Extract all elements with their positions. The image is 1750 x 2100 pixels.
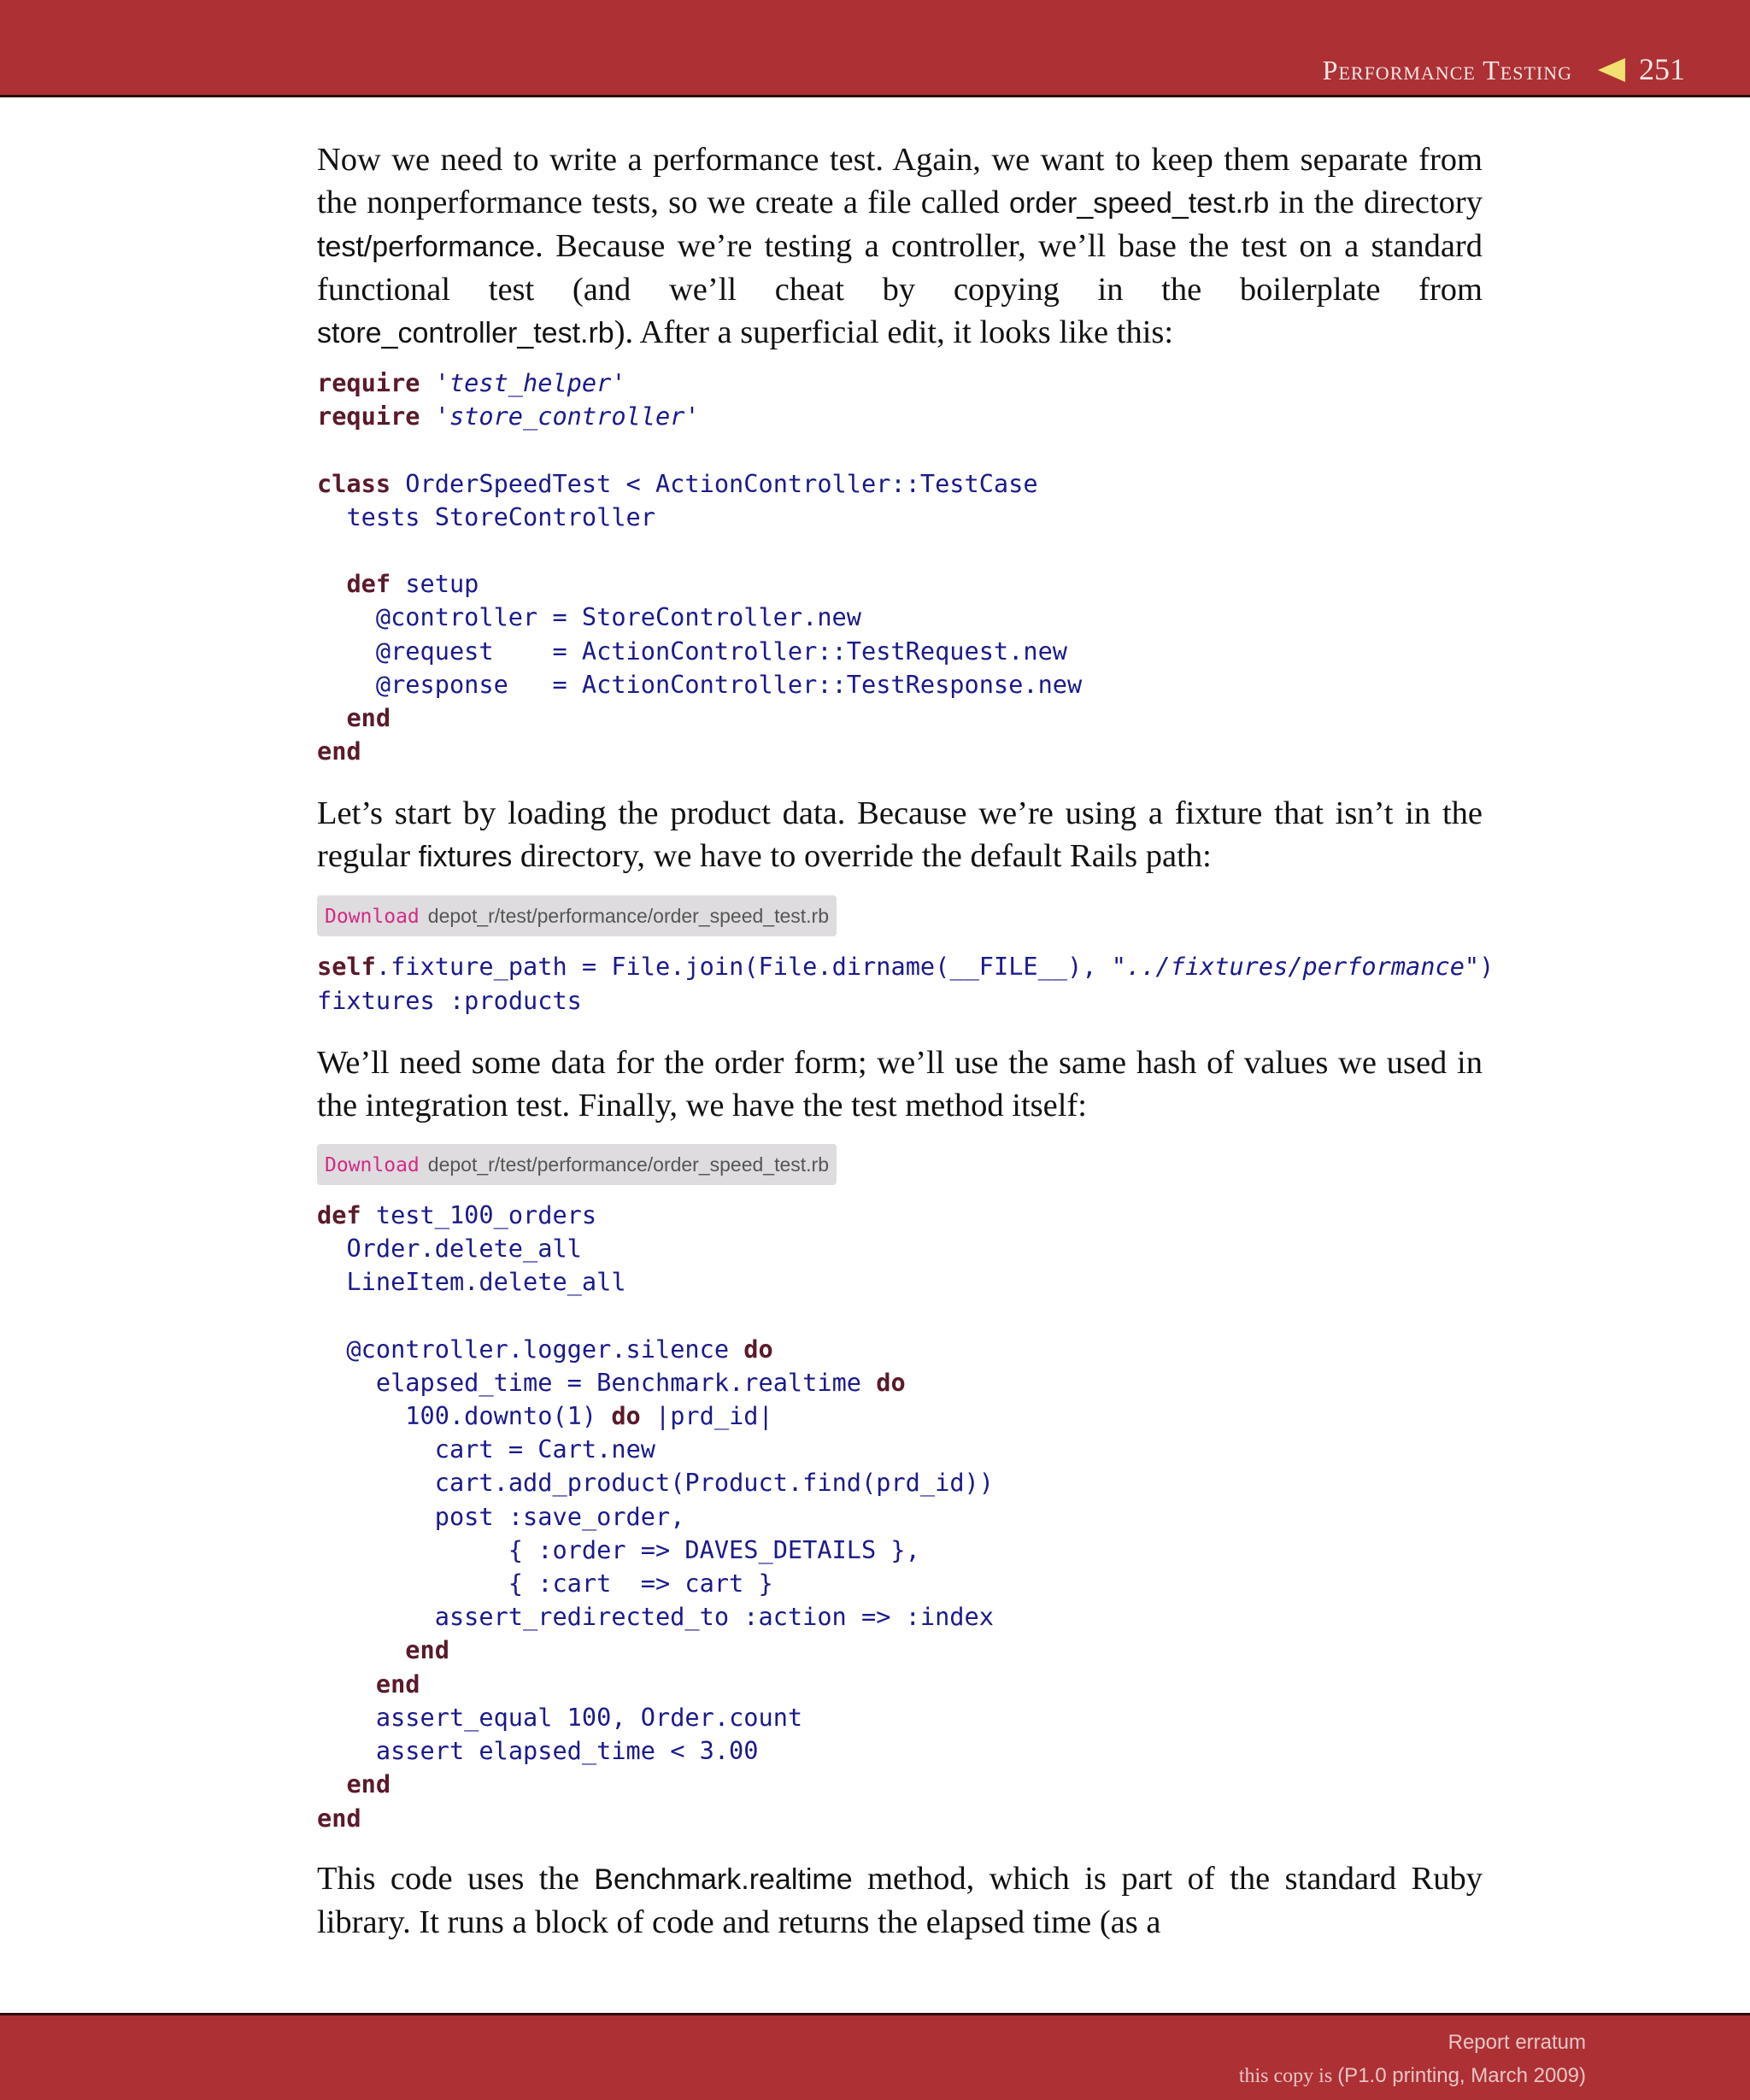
running-title: Performance Testing bbox=[1322, 55, 1572, 85]
download-label[interactable]: Download bbox=[325, 1153, 420, 1176]
code-block-test-method: def test_100_orders Order.delete_all LineItem.delete_all @controller.logger.silence do elapsed_time = Benchmark.realtime do 100.downto(1) do |prd_id| cart = Cart.new cart.add_product(Product.find(prd_id)) post :save_order, { :order => DAVES_DETAILS }, { :cart => cart } assert_redirected_to :action => :index end end assert_equal 100, Order.count assert elapsed_time < 3.00 end end bbox=[317, 1200, 994, 1833]
code-block-fixture-path: self.fixture_path = File.join(File.dirname(__FILE__), "../fixtures/performance") fixtures :products bbox=[317, 952, 1495, 1015]
report-erratum-link[interactable]: Report erratum bbox=[1448, 2031, 1586, 2054]
download-path[interactable]: depot_r/test/performance/order_speed_test.rb bbox=[427, 905, 830, 928]
paragraph-order-form: We’ll need some data for the order form; we’ll use the same hash of values we used in the integration test. Finally, we have the test method itself: bbox=[317, 1044, 1483, 1123]
directory-name: test/performance bbox=[317, 231, 536, 263]
page-footer bbox=[0, 2013, 1750, 2100]
method-name: Benchmark.realtime bbox=[594, 1862, 853, 1896]
code-block-test-class: require 'test_helper' require 'store_controller' class OrderSpeedTest < ActionController::TestCase tests StoreController def setup @controller = StoreController.new @request = ActionController::TestRequest.new @response = ActionController::TestResponse.new end end bbox=[317, 368, 1083, 766]
paragraph-benchmark: This code uses the Benchmark.realtime method, which is part of the standard Ruby library. It runs a block of code and returns the elapsed time (as a bbox=[317, 1860, 1483, 1940]
download-link[interactable] bbox=[317, 1144, 837, 1185]
download-link[interactable] bbox=[317, 895, 837, 936]
directory-name: fixtures bbox=[418, 841, 513, 874]
file-name: store_controller_test.rb bbox=[317, 317, 614, 349]
copy-notice: this copy is (P1.0 printing, March 2009) bbox=[1238, 2064, 1586, 2087]
paragraph-fixtures: Let’s start by loading the product data. Because we’re using a fixture that isn’t in the regular fixtures directory, we have to override the default Rails path: bbox=[317, 795, 1483, 875]
download-label[interactable]: Download bbox=[325, 906, 420, 929]
back-arrow-icon[interactable] bbox=[1598, 58, 1625, 82]
page-number: 251 bbox=[1639, 52, 1685, 86]
download-path[interactable]: depot_r/test/performance/order_speed_test.rb bbox=[427, 1153, 830, 1176]
file-name: order_speed_test.rb bbox=[1008, 187, 1270, 220]
page-header bbox=[0, 0, 1750, 97]
paragraph-intro: Now we need to write a performance test. Again, we want to keep them separate from the nonperformance tests, so we create a file called order_speed_test.rb in the directory test/performance. Because we’re testing a controller, we’ll base the test on a standard functional test (and we’ll cheat by copying in the boilerplate from store_controller_test.rb). After a superficial edit, it looks like this: bbox=[317, 142, 1483, 350]
page-body bbox=[317, 138, 1495, 1944]
